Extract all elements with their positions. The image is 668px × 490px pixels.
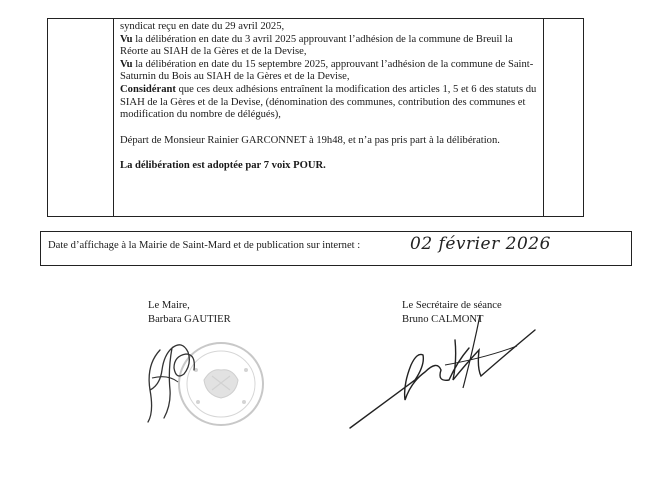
mayor-signature — [138, 330, 208, 425]
considerant-text: que ces deux adhésions entraînent la modification des articles 1, 5 et 6 des statuts du SIAH de la Gères et de la Devise, (dénomination des communes, contribution des communes et modification du nombre de délégués), — [120, 83, 537, 121]
text-line-syndicat: syndicat reçu en date du 29 avril 2025, — [120, 21, 285, 32]
considerant-label: Considérant — [120, 83, 176, 95]
table-column-divider — [113, 19, 114, 216]
considerant-clause — [120, 84, 542, 122]
vu-text: la délibération en date du 15 septembre 2025, approuvant l’adhésion de la commune de Saint-Saturnin du Bois au SIAH de la Gères et de la Devise, — [120, 58, 534, 83]
vote-result: La délibération est adoptée par 7 voix POUR. — [120, 160, 326, 172]
secretary-name: Bruno CALMONT — [402, 314, 484, 325]
table-column-divider — [543, 19, 544, 216]
vu-clause-1 — [120, 34, 542, 59]
mayor-title: Le Maire, — [148, 300, 190, 311]
secretary-title: Le Secrétaire de séance — [402, 300, 502, 311]
mayor-name: Barbara GAUTIER — [148, 314, 231, 325]
deliberation-table — [47, 18, 584, 217]
secretary-signature — [345, 310, 545, 435]
deliberation-text — [120, 21, 542, 173]
posting-date-label: Date d’affichage à la Mairie de Saint-Mard et de publication sur internet : — [48, 240, 361, 251]
vu-label: Vu — [120, 33, 133, 45]
vu-clause-2 — [120, 59, 542, 84]
handwritten-posting-date: 02 février 2026 — [410, 234, 551, 254]
posting-date-box — [40, 231, 632, 266]
vu-label: Vu — [120, 58, 133, 70]
departure-note: Départ de Monsieur Rainier GARCONNET à 19h48, et n’a pas pris part à la délibération. — [120, 134, 500, 146]
vu-text: la délibération en date du 3 avril 2025 approuvant l’adhésion de la commune de Breuil la Réorte au SIAH de la Gères et de la Devise, — [120, 33, 513, 58]
